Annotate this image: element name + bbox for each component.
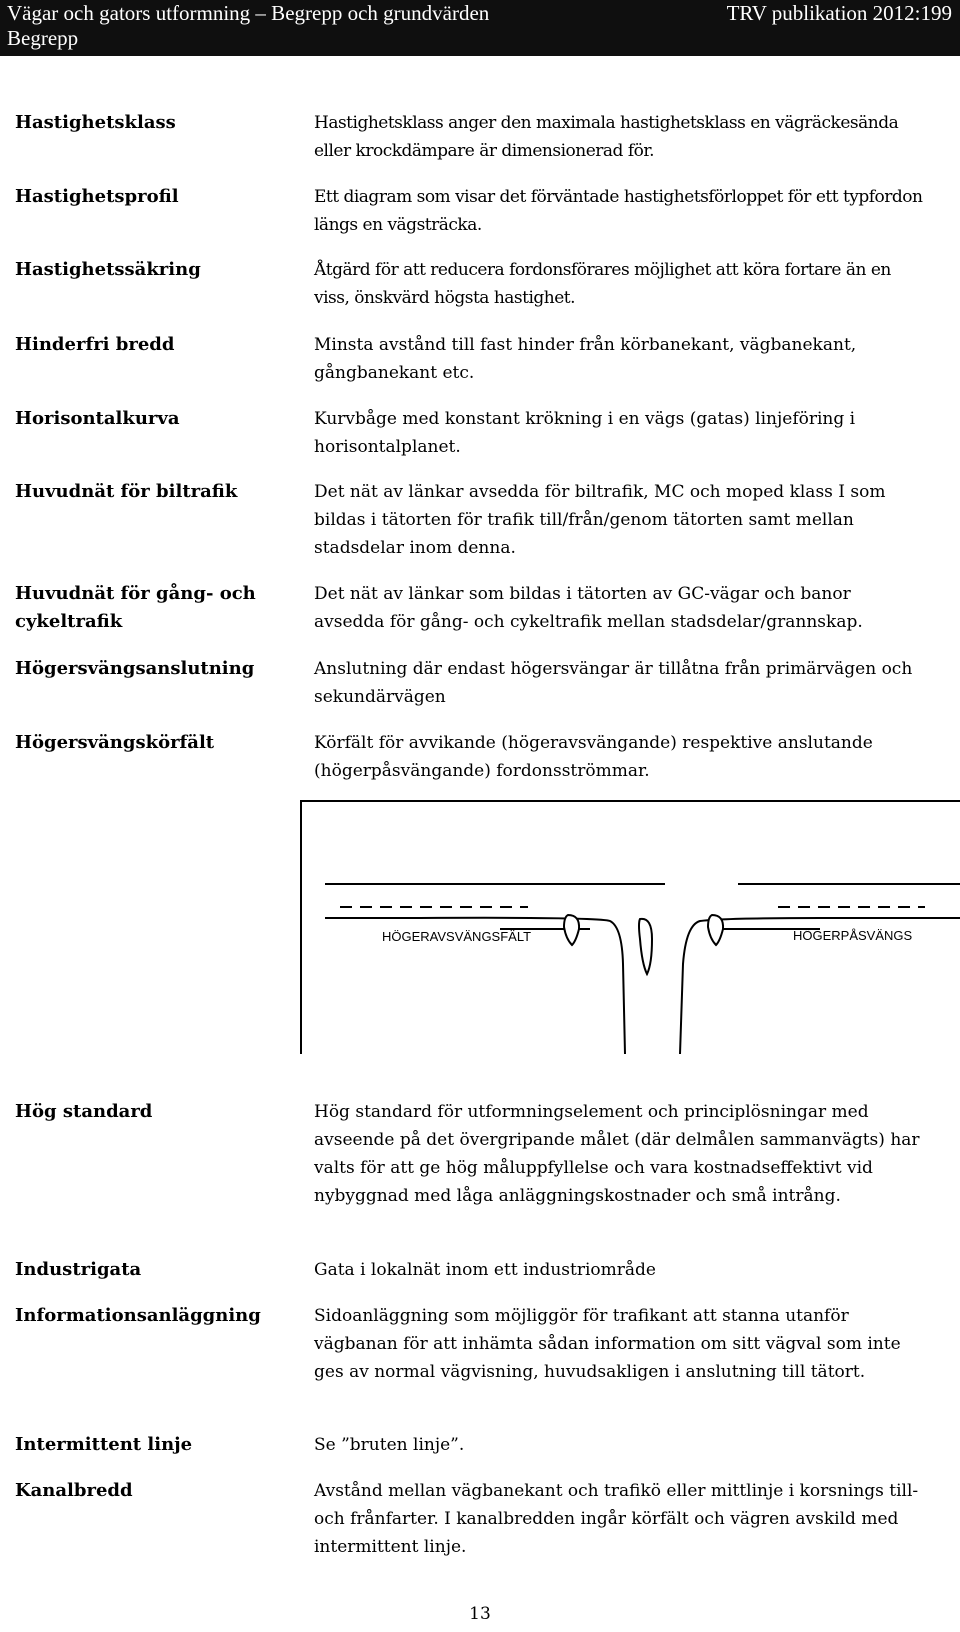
glossary-term: Industrigata bbox=[15, 1259, 142, 1280]
glossary-term: Hög standard bbox=[15, 1101, 153, 1122]
glossary-term: Hastighetsprofil bbox=[15, 186, 179, 207]
glossary-term: Högersvängsanslutning bbox=[15, 658, 255, 679]
glossary-term: Hastighetssäkring bbox=[15, 259, 201, 280]
glossary-definition: Anslutning där endast högersvängar är tillåtna från primärvägen och sekundärvägen bbox=[314, 659, 913, 707]
glossary-definition: Åtgärd för att reducera fordonsförares möjlighet att köra fortare än en viss, önskvärd högsta hastighet. bbox=[314, 260, 891, 308]
glossary-term: Huvudnät för gång- och cykeltrafik bbox=[15, 583, 256, 632]
glossary-definition: Sidoanläggning som möjliggör för trafikant att stanna utanför vägbanan för att inhämta sådan information om sitt vägval som inte ges av normal vägvisning, huvudsakligen i anslutning till tätort. bbox=[314, 1306, 901, 1382]
glossary-term: Hinderfri bredd bbox=[15, 334, 175, 355]
glossary-definition: Hög standard för utformningselement och principlösningar med avseende på det övergripande målet (där delmålen sammanvägts) har valts för att ge hög måluppfyllelse och vara kostnadseffektivt vid nybyggnad med låga anläggningskostnader och små intrång. bbox=[314, 1102, 920, 1206]
glossary-definition: Hastighetsklass anger den maximala hastighetsklass en vägräckesända eller krockdämpare är dimensionerad för. bbox=[314, 113, 899, 161]
glossary-definition: Se ”bruten linje”. bbox=[314, 1435, 465, 1455]
figure-label-left: HÖGERAVSVÄNGSFÄLT bbox=[382, 929, 532, 944]
glossary-definition: Gata i lokalnät inom ett industriområde bbox=[314, 1260, 656, 1280]
publication-number: TRV publikation 2012:199 bbox=[726, 1, 952, 25]
glossary-definition: Minsta avstånd till fast hinder från körbanekant, vägbanekant, gångbanekant etc. bbox=[314, 335, 857, 383]
page-header bbox=[0, 0, 960, 56]
glossary-definition: Det nät av länkar som bildas i tätorten av GC-vägar och banor avsedda för gång- och cykeltrafik mellan stadsdelar/grannskap. bbox=[314, 584, 863, 632]
glossary-term: Intermittent linje bbox=[15, 1434, 193, 1455]
glossary-definition: Ett diagram som visar det förväntade hastighetsförloppet för ett typfordon längs en vägsträcka. bbox=[314, 187, 923, 235]
figure-label-right: HÖGERPÅSVÄNGS bbox=[793, 928, 913, 943]
glossary-term: Huvudnät för biltrafik bbox=[15, 481, 238, 502]
glossary-definition: Avstånd mellan vägbanekant och trafikö eller mittlinje i korsnings till- och frånfarter. I kanalbredden ingår körfält och vägren avskild med intermittent linje. bbox=[314, 1481, 919, 1557]
right-turn-lane-figure bbox=[300, 799, 960, 1054]
glossary-term: Högersvängskörfält bbox=[15, 732, 215, 753]
page-number: 13 bbox=[469, 1604, 491, 1624]
glossary-term: Hastighetsklass bbox=[15, 112, 176, 133]
section-title: Begrepp bbox=[7, 26, 79, 50]
glossary-definition: Körfält för avvikande (högeravsvängande) respektive anslutande (högerpåsvängande) fordonsströmmar. bbox=[314, 733, 873, 781]
document-title: Vägar och gators utformning – Begrepp och grundvärden bbox=[7, 1, 490, 25]
glossary-term: Horisontalkurva bbox=[15, 408, 180, 429]
glossary-definition: Kurvbåge med konstant krökning i en vägs (gatas) linjeföring i horisontalplanet. bbox=[314, 409, 856, 457]
glossary-term: Kanalbredd bbox=[15, 1480, 133, 1501]
glossary-definition: Det nät av länkar avsedda för biltrafik, MC och moped klass I som bildas i tätorten för trafik till/från/genom tätorten samt mellan stadsdelar inom denna. bbox=[314, 482, 886, 558]
glossary-term: Informationsanläggning bbox=[15, 1305, 261, 1326]
